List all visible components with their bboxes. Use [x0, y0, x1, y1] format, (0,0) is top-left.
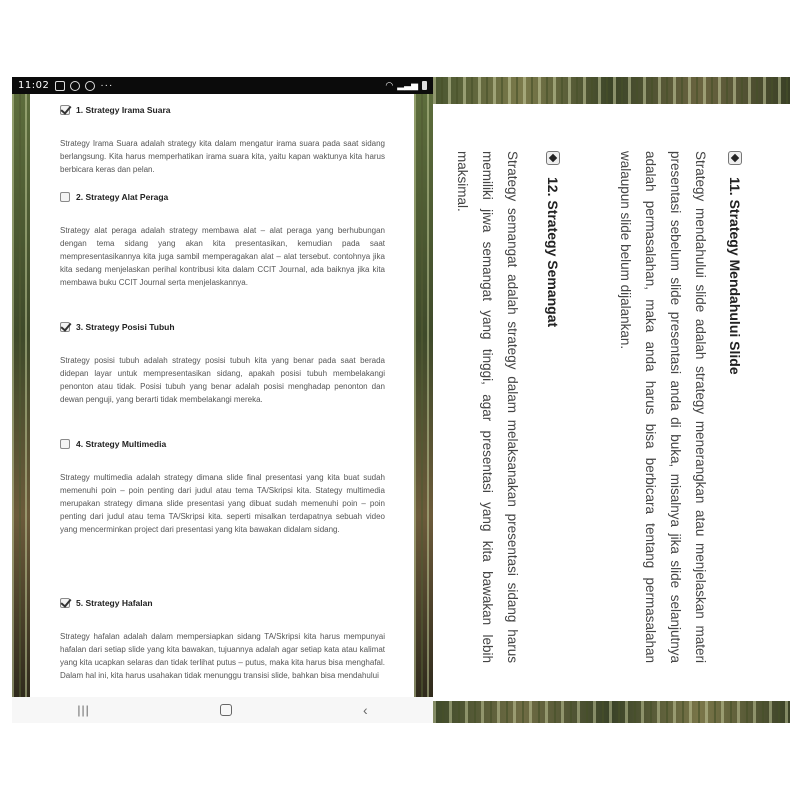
- section-12-title: [545, 151, 561, 327]
- checkbox-checked-icon[interactable]: [60, 322, 70, 332]
- section-4: [60, 437, 385, 536]
- android-nav-bar: [12, 697, 433, 723]
- document-page[interactable]: [30, 94, 414, 697]
- checkbox-checked-icon[interactable]: [60, 598, 70, 608]
- system-icons: [385, 80, 427, 91]
- phone-screenshot-left: [12, 77, 433, 723]
- notification-icons: [55, 80, 113, 91]
- section-title: 12. Strategy Semangat: [545, 177, 561, 328]
- section-title: 5. Strategy Hafalan: [76, 598, 153, 608]
- section-title: 1. Strategy Irama Suara: [76, 105, 171, 115]
- rotated-document-page[interactable]: [433, 77, 790, 723]
- section-11-body: Strategy mendahului slide adalah strategy menerangkan atau menjelaskan materi presentasi sebelum slide presentasi anda di buka, misalnya jika slide selanjutnya adalah permasalahan, maka anda harus bisa berbicara tentang permasalahan walaupun slide belum dijalankan.: [618, 151, 708, 663]
- signal-icon: ▂▃▅: [397, 80, 418, 90]
- section-title: 3. Strategy Posisi Tubuh: [76, 322, 175, 332]
- phone-screenshot-right-rotated: [433, 77, 790, 723]
- status-bar: [12, 77, 433, 94]
- section-2: [60, 190, 385, 289]
- checkbox-icon[interactable]: [60, 192, 70, 202]
- recents-icon[interactable]: |||: [77, 703, 90, 717]
- section-3: [60, 320, 385, 406]
- checkbox-checked-icon[interactable]: [728, 151, 742, 165]
- background-image-left: [12, 94, 30, 697]
- section-5: [60, 596, 385, 682]
- wifi-icon: ◠: [385, 80, 394, 90]
- section-title: 4. Strategy Multimedia: [76, 439, 167, 449]
- section-body: Strategy hafalan adalah dalam mempersiapkan sidang TA/Skripsi kita harus mempunyai hafalan dari setiap slide yang kita bawakan, tujuannya adalah agar setiap kata atau kalimat yang kita ucapkan selaras dan tidak terlihat putus – putus, maka kita harus bisa menghafal. Dalam hal ini, kita harus usahakan tidak menunggu transisi slide, bahkan bisa mendahului: [60, 632, 385, 680]
- section-title: 2. Strategy Alat Peraga: [76, 192, 169, 202]
- section-12-body: Strategy semangat adalah strategy dalam melaksanakan presentasi sidang harus memiliki jiwa semangat yang tinggi, agar presentasi yang kita bawakan lebih maksimal.: [455, 151, 520, 663]
- shield-icon: [85, 81, 95, 91]
- checkbox-icon[interactable]: [60, 439, 70, 449]
- home-icon[interactable]: [220, 704, 232, 716]
- status-time: 11:02: [18, 80, 50, 91]
- more-notifications-icon: ···: [100, 80, 114, 91]
- section-11-title: [727, 151, 743, 375]
- checkbox-checked-icon[interactable]: [60, 105, 70, 115]
- section-title: 11. Strategy Mendahului Slide: [727, 177, 743, 375]
- section-1: [60, 103, 385, 176]
- battery-icon: [422, 81, 427, 90]
- gallery-icon: [55, 81, 65, 91]
- back-icon[interactable]: ‹: [363, 702, 368, 718]
- background-image-right: [414, 94, 433, 697]
- section-body: Strategy posisi tubuh adalah strategy posisi tubuh kita yang benar pada saat berada didepan layar untuk mempresentasikan sidang, apakah posisi tubuh membelakangi penonton atau tidak. Posisi tubuh yang benar adalah posisi menghadap penonton dan dewan penguji, yang berarti tidak membelakangi mereka.: [60, 356, 385, 404]
- checkbox-checked-icon[interactable]: [546, 151, 560, 165]
- section-body: Strategy multimedia adalah strategy dimana slide final presentasi yang kita buat sudah memenuhi poin – poin penting dari judul atau tema TA/Skripsi kita. Stategy multimedia merupakan strategy dimana slide presentasi yang dibuat sudah memenuhi poin – poin penting dari judul atau tema TA/Skripsi kita. seperti misalkan terdapatnya sebuah video yang mencerminkan project dari presentasi yang kita bawakan didalam sidang.: [60, 473, 385, 534]
- chrome-icon: [70, 81, 80, 91]
- section-body: Strategy alat peraga adalah strategy membawa alat – alat peraga yang berhubungan dengan tema sidang yang akan kita presentasikan, kemudian pada saat mempresentasikannya kita juga sambil memperagakan alat – alat tersebut. contohnya jika kita sedang menjelaskan perihal kontribusi kita dalam CCIT Journal, ada baiknya jika kita membawa buku CCIT Journal serta menjelaskannya.: [60, 226, 385, 287]
- section-body: Strategy Irama Suara adalah strategy kita dalam mengatur irama suara pada saat sidang berlangsung. Kita harus memperhatikan irama suara kita, yaitu kapan waktunya kita harus berbicara keras dan pelan.: [60, 139, 385, 174]
